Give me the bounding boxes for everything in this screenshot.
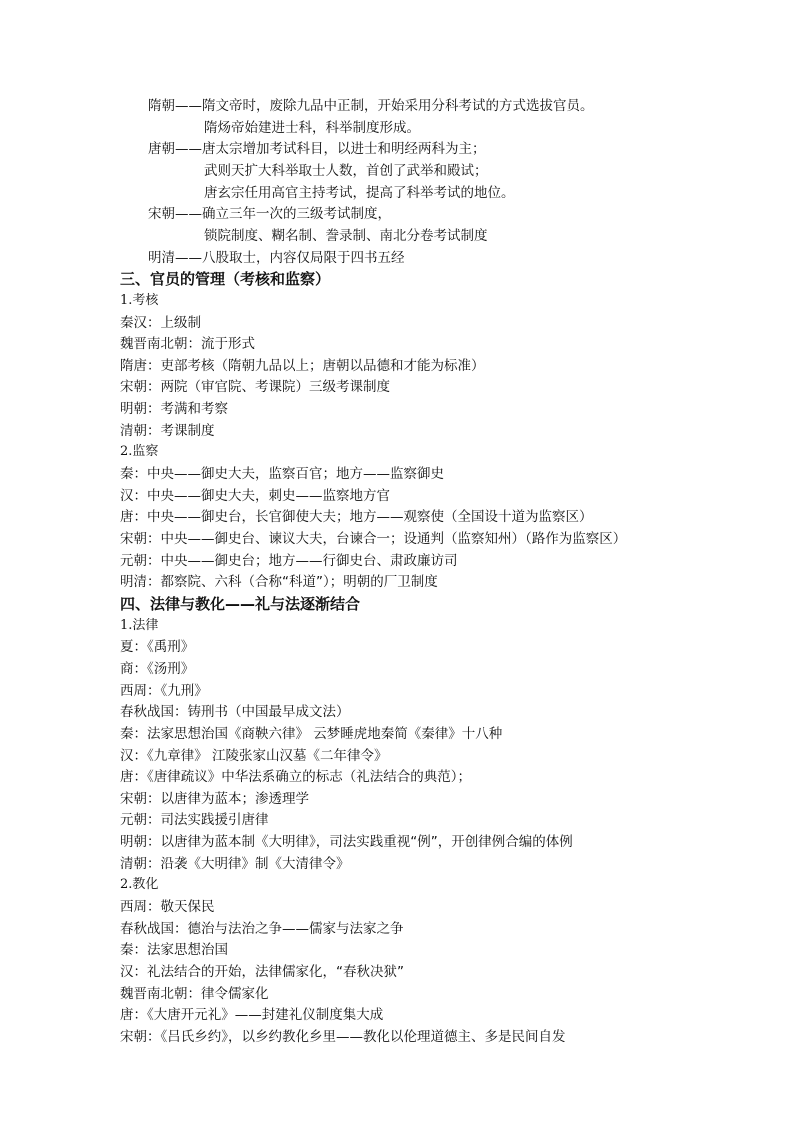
text-line: 锁院制度、糊名制、誊录制、南北分卷考试制度	[204, 227, 488, 244]
text-line: 西周：敬天保民	[120, 899, 215, 915]
text-line: 秦汉：上级制	[120, 314, 201, 331]
text-line: 魏晋南北朝：律令儒家化	[120, 985, 269, 1002]
text-line: 明朝：考满和考察	[120, 401, 228, 418]
text-line: 商：《汤刑》	[120, 660, 195, 677]
text-line: 汉：《九章律》 江陵张家山汉墓《二年律令》	[120, 747, 388, 764]
text-line: 夏：《禹刑》	[120, 639, 195, 656]
text-line: 秦：法家思想治国《商鞅六律》 云梦睡虎地秦简《秦律》十八种	[120, 725, 503, 742]
text-line: 宋朝：两院（审官院、考课院）三级考课制度	[120, 379, 390, 396]
text-line: 宋朝：以唐律为蓝本；渗透理学	[120, 790, 309, 807]
text-line: 元朝：中央——御史台；地方——行御史台、肃政廉访司	[120, 552, 458, 569]
text-line: 春秋战国：德治与法治之争——儒家与法家之争	[120, 920, 404, 937]
text-line: 宋朝：《吕氏乡约》，以乡约教化乡里——教化以伦理道德主、多是民间自发	[120, 1028, 566, 1045]
section-heading: 三、官员的管理（考核和监察）	[120, 270, 331, 289]
text-line: 宋朝：中央——御史台、谏议大夫，台谏合一；设通判（监察知州）（路作为监察区）	[120, 531, 627, 547]
text-line: 明朝：以唐律为蓝本制《大明律》，司法实践重视“例”，开创律例合编的体例	[120, 834, 573, 851]
section-heading: 四、法律与教化——礼与法逐渐结合	[120, 595, 361, 613]
text-line: 魏晋南北朝：流于形式	[120, 336, 255, 353]
text-line: 清朝：沿袭《大明律》制《大清律令》	[120, 855, 350, 872]
text-line: 唐：《唐律疏议》中华法系确立的标志（礼法结合的典范）；	[120, 769, 471, 786]
subsection-label: 2.教化	[120, 877, 159, 893]
text-line: 清朝：考课制度	[120, 422, 215, 439]
text-line: 西周：《九刑》	[120, 682, 208, 699]
text-line: 明清：都察院、六科（合称“科道”）；明朝的厂卫制度	[120, 574, 438, 591]
text-line: 秦：中央——御史大夫，监察百官；地方——监察御史	[120, 466, 444, 482]
text-line: 唐玄宗任用高官主持考试，提高了科举考试的地位。	[204, 184, 515, 201]
text-line: 春秋战国：铸刑书（中国最早成文法）	[120, 704, 350, 721]
text-line: 宋朝——确立三年一次的三级考试制度，	[148, 206, 391, 223]
text-line: 唐朝——唐太宗增加考试科目，以进士和明经两科为主；	[148, 141, 486, 158]
subsection-label: 1.考核	[120, 292, 159, 308]
text-line: 隋炀帝始建进士科，科举制度形成。	[204, 119, 420, 136]
text-line: 唐：中央——御史台，长官御使大夫；地方——观察使（全国设十道为监察区）	[120, 509, 593, 526]
text-line: 汉：礼法结合的开始，法律儒家化，“春秋决狱”	[120, 964, 404, 980]
text-line: 元朝：司法实践援引唐律	[120, 812, 269, 829]
text-line: 武则天扩大科举取士人数，首创了武举和殿试；	[204, 162, 488, 179]
subsection-label: 2.监察	[120, 444, 159, 460]
text-line: 唐：《大唐开元礼》——封建礼仪制度集大成	[120, 1007, 384, 1024]
subsection-label: 1.法律	[120, 617, 159, 633]
text-line: 隋朝——隋文帝时，废除九品中正制，开始采用分科考试的方式选拔官员。	[148, 98, 594, 114]
text-line: 隋唐：吏部考核（隋朝九品以上；唐朝以品德和才能为标准）	[120, 357, 485, 374]
text-line: 明清——八股取士，内容仅局限于四书五经	[148, 249, 405, 266]
text-line: 秦：法家思想治国	[120, 942, 228, 959]
text-line: 汉：中央——御史大夫，刺史——监察地方官	[120, 487, 390, 504]
